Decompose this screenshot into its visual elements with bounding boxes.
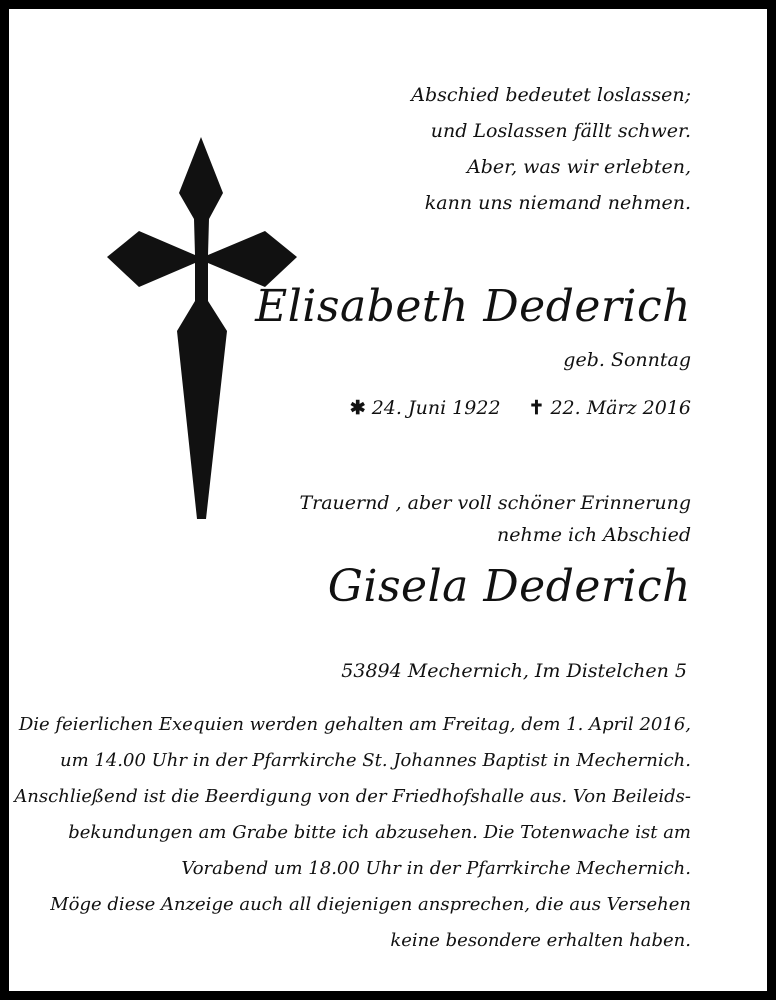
service-line: Die feierlichen Exequien werden gehalten am Freitag, dem 1. April 2016, [18, 714, 691, 735]
death-cross-icon: ✝ [528, 397, 545, 419]
mourning-line: Trauernd , aber voll schöner Erinnerung [299, 492, 691, 514]
mourner-address: 53894 Mechernich, Im Distelchen 5 [341, 660, 687, 682]
maiden-name: geb. Sonntag [563, 349, 691, 371]
service-line: keine besondere erhalten haben. [390, 930, 691, 951]
motto-line: kann uns niemand nehmen. [424, 192, 691, 214]
death-date: 22. März 2016 [550, 397, 691, 419]
mourner-name: Gisela Dederich [327, 561, 691, 612]
service-line: Vorabend um 18.00 Uhr in der Pfarrkirche Mechernich. [181, 858, 691, 879]
service-line: um 14.00 Uhr in der Pfarrkirche St. Johannes Baptist in Mechernich. [59, 750, 691, 771]
life-dates [350, 394, 691, 422]
service-details [14, 707, 691, 959]
service-line: Anschließend ist die Beerdigung von der Friedhofshalle aus. Von Beileids- [14, 786, 691, 807]
birth-star-icon: ✱ [349, 397, 366, 419]
service-line: Möge diese Anzeige auch all diejenigen ansprechen, die aus Versehen [50, 894, 691, 915]
deceased-name: Elisabeth Dederich [255, 281, 691, 332]
mourning-text [299, 487, 691, 551]
motto-verse [411, 77, 691, 221]
mourning-line: nehme ich Abschied [496, 524, 691, 546]
service-line: bekundungen am Grabe bitte ich abzusehen. Die Totenwache ist am [68, 822, 691, 843]
motto-line: Aber, was wir erlebten, [466, 156, 691, 178]
motto-line: und Loslassen fällt schwer. [430, 120, 691, 142]
motto-line: Abschied bedeutet loslassen; [411, 84, 691, 106]
birth-date: 24. Juni 1922 [371, 397, 501, 419]
